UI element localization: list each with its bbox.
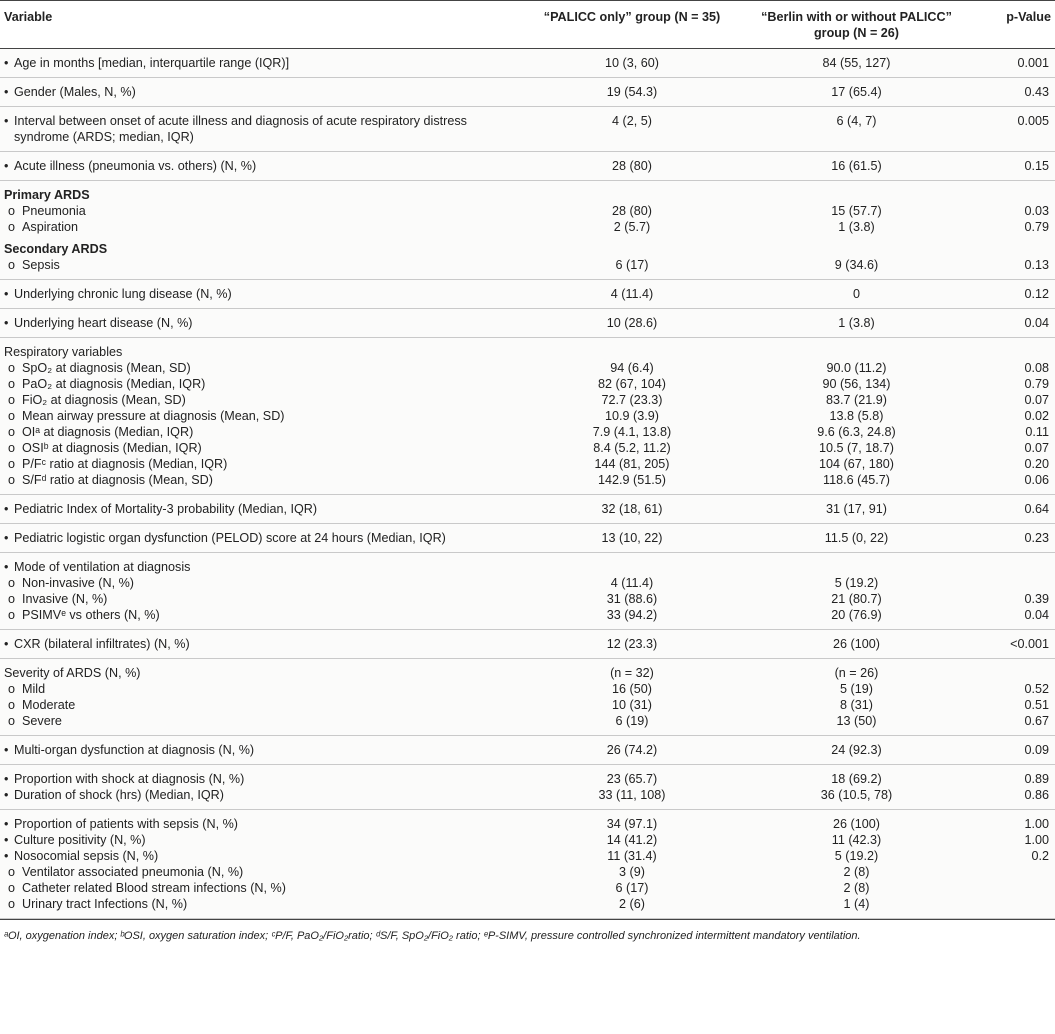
table-cell: 0.67 [1024, 714, 1049, 728]
table-cell: 82 (67, 104) [598, 377, 666, 391]
table-cell: o Mean airway pressure at diagnosis (Mean, SD) [8, 409, 285, 423]
table-row [0, 575, 1055, 591]
table-cell: • Interval between onset of acute illness and diagnosis of acute respiratory distress syndrome (ARDS; median, IQR) [4, 114, 467, 144]
table-cell: 8 (31) [840, 698, 873, 712]
table-cell: • Pediatric logistic organ dysfunction (PELOD) score at 24 hours (Median, IQR) [4, 531, 446, 545]
table-cell: 1 (3.8) [838, 220, 875, 234]
table-cell: o Severe [8, 714, 62, 728]
table-cell: 90.0 (11.2) [826, 361, 887, 375]
table-cell: 11 (42.3) [831, 833, 882, 847]
table-cell: (n = 32) [610, 666, 654, 680]
table-cell: 0.11 [1025, 425, 1049, 439]
table-cell: 6 (19) [615, 714, 649, 728]
table-row [0, 896, 1055, 919]
table-cell: • Nosocomial sepsis (N, %) [4, 849, 159, 863]
table-row [0, 765, 1055, 788]
table-cell: 34 (97.1) [606, 817, 658, 831]
table-cell: 90 (56, 134) [822, 377, 891, 391]
section-heading [0, 181, 1055, 204]
table-row [0, 408, 1055, 424]
table-row [0, 360, 1055, 376]
table-cell: 21 (80.7) [831, 592, 882, 606]
section-heading [0, 235, 1055, 257]
table-row [0, 736, 1055, 765]
table-footnote: ᵃOI, oxygenation index; ᵇOSI, oxygen saturation index; ᶜP/F, PaO₂/FiO₂ratio; ᵈS/F, SpO₂/FiO₂ ratio; ᵉP-SIMV, pressure controlled synchronized intermittent mandatory ventilation. [0, 919, 1055, 942]
table-row [0, 440, 1055, 456]
table-cell [979, 864, 1055, 880]
header-row [0, 1, 1055, 49]
table-cell: 0.51 [1024, 698, 1049, 712]
table-cell: o Aspiration [8, 220, 79, 234]
table-cell: o P/Fᶜ ratio at diagnosis (Median, IQR) [8, 457, 228, 471]
table-cell: 0.04 [1024, 316, 1049, 330]
table-cell: 28 (80) [612, 159, 652, 173]
section-heading [0, 338, 1055, 361]
table-row [0, 309, 1055, 338]
table-cell: 0.005 [1017, 114, 1049, 128]
table-cell: 16 (50) [612, 682, 652, 696]
table-cell: • Age in months [median, interquartile range (IQR)] [4, 56, 290, 70]
table-cell: 0.79 [1024, 377, 1049, 391]
table-cell: 0.52 [1024, 682, 1049, 696]
table-row [0, 630, 1055, 659]
table-cell: 7.9 (4.1, 13.8) [592, 425, 672, 439]
table-cell: 5 (19.2) [834, 849, 879, 863]
table-row [0, 880, 1055, 896]
table-cell: 1 (3.8) [838, 316, 875, 330]
table-cell: 12 (23.3) [606, 637, 658, 651]
table-cell: 18 (69.2) [831, 772, 882, 786]
table-cell: • Gender (Males, N, %) [4, 85, 136, 99]
table-cell: • Underlying heart disease (N, %) [4, 316, 193, 330]
header-variable: Variable [4, 10, 53, 24]
table-cell: 1 (4) [843, 897, 870, 911]
table-cell: 24 (92.3) [831, 743, 882, 757]
table-row [0, 524, 1055, 553]
table-row [0, 810, 1055, 833]
table-cell: 16 (61.5) [831, 159, 882, 173]
table-cell: 31 (17, 91) [826, 502, 887, 516]
table-row [0, 257, 1055, 280]
table-cell: 5 (19.2) [834, 576, 879, 590]
table-cell: o S/Fᵈ ratio at diagnosis (Mean, SD) [8, 473, 213, 487]
table-cell: 13 (50) [836, 714, 877, 728]
table-row [0, 424, 1055, 440]
table-cell: 84 (55, 127) [822, 56, 891, 70]
table-cell: 26 (74.2) [606, 743, 658, 757]
table-row [0, 392, 1055, 408]
table-row [0, 495, 1055, 524]
table-cell: 0.15 [1024, 159, 1049, 173]
header-berlin: “Berlin with or without PALICC” group (N = 26) [761, 10, 952, 40]
table-cell: 10.5 (7, 18.7) [819, 441, 894, 455]
table-cell: 6 (4, 7) [836, 114, 877, 128]
table-row [0, 697, 1055, 713]
table-cell [979, 659, 1055, 682]
table-cell [979, 575, 1055, 591]
table-cell: 6 (17) [615, 258, 649, 272]
table-cell [979, 896, 1055, 919]
table-row [0, 472, 1055, 495]
table-cell: 6 (17) [615, 881, 649, 895]
table-cell: 0.03 [1024, 204, 1049, 218]
table-cell: (n = 26) [834, 666, 879, 680]
table-cell: 5 (19) [840, 682, 873, 696]
table-cell: 10 (28.6) [606, 316, 658, 330]
table-cell: 0.09 [1024, 743, 1049, 757]
table-cell: o FiO₂ at diagnosis (Mean, SD) [8, 393, 186, 407]
table-row [0, 152, 1055, 181]
table-row [0, 456, 1055, 472]
table-cell: • Underlying chronic lung disease (N, %) [4, 287, 232, 301]
table-cell: 0.64 [1024, 502, 1049, 516]
table-cell: o Pneumonia [8, 204, 86, 218]
table-cell: o Urinary tract Infections (N, %) [8, 897, 188, 911]
table-cell: <0.001 [1010, 637, 1049, 651]
table-cell: 19 (54.3) [606, 85, 658, 99]
table-cell: 0.04 [1024, 608, 1049, 622]
table-cell: 10 (31) [612, 698, 652, 712]
table-row [0, 376, 1055, 392]
table-cell: 0.39 [1024, 592, 1049, 606]
table-cell: o Non-invasive (N, %) [8, 576, 134, 590]
table-cell: 15 (57.7) [831, 204, 882, 218]
table-cell: o PaO₂ at diagnosis (Median, IQR) [8, 377, 206, 391]
table-cell: 2 (6) [619, 897, 645, 911]
table-row [0, 280, 1055, 309]
section-heading [0, 553, 1055, 576]
table-cell: • Pediatric Index of Mortality-3 probability (Median, IQR) [4, 502, 318, 516]
table-cell: o OSIᵇ at diagnosis (Median, IQR) [8, 441, 202, 455]
table-cell: 0.001 [1017, 56, 1049, 70]
table-cell: Secondary ARDS [4, 242, 108, 256]
table-cell: 94 (6.4) [610, 361, 654, 375]
table-cell: 11 (31.4) [607, 849, 657, 863]
table-cell: 2 (8) [843, 865, 870, 879]
table-row [0, 78, 1055, 107]
table-cell: 10.9 (3.9) [605, 409, 659, 423]
table-cell: 83.7 (21.9) [826, 393, 887, 407]
table-cell: Respiratory variables [4, 345, 123, 359]
header-pvalue: p-Value [1006, 10, 1051, 24]
table-cell: 36 (10.5, 78) [820, 788, 893, 802]
header-palicc: “PALICC only” group (N = 35) [543, 10, 721, 24]
table-cell: 0.07 [1024, 441, 1049, 455]
table-cell: 31 (88.6) [606, 592, 658, 606]
table-cell: o Catheter related Blood stream infections (N, %) [8, 881, 286, 895]
table-cell: 14 (41.2) [606, 833, 658, 847]
table-row [0, 607, 1055, 630]
table-cell: o Mild [8, 682, 46, 696]
table-cell: 32 (18, 61) [601, 502, 663, 516]
table-cell: 118.6 (45.7) [823, 473, 890, 487]
table-cell: 33 (94.2) [606, 608, 658, 622]
table-cell [979, 880, 1055, 896]
table-row [0, 219, 1055, 235]
table-cell: 0.2 [1031, 849, 1049, 863]
table-cell: 10 (3, 60) [605, 56, 659, 70]
table-cell: o Ventilator associated pneumonia (N, %) [8, 865, 244, 879]
table-row [0, 832, 1055, 848]
table-cell: 11.5 (0, 22) [824, 531, 889, 545]
table-cell: • Duration of shock (hrs) (Median, IQR) [4, 788, 224, 802]
table-cell: 3 (9) [619, 865, 645, 879]
table-row [0, 864, 1055, 880]
table-cell: 26 (100) [833, 817, 880, 831]
table-cell: 2 (5.7) [613, 220, 651, 234]
table-cell: Primary ARDS [4, 188, 90, 202]
table-cell: 9.6 (6.3, 24.8) [817, 425, 896, 439]
table-cell: • Mode of ventilation at diagnosis [4, 560, 191, 574]
table-cell: 0 [852, 287, 860, 301]
table-cell: 0.23 [1024, 531, 1049, 545]
table-row [0, 107, 1055, 152]
table-cell: • Multi-organ dysfunction at diagnosis (N, %) [4, 743, 255, 757]
table-cell: o Invasive (N, %) [8, 592, 108, 606]
table-row [0, 787, 1055, 810]
table-cell: 9 (34.6) [834, 258, 879, 272]
table-cell: 17 (65.4) [831, 85, 882, 99]
table-cell: 1.00 [1024, 833, 1049, 847]
table-cell: 72.7 (23.3) [601, 393, 663, 407]
table-cell: o Moderate [8, 698, 76, 712]
table-cell: 2 (8) [843, 881, 870, 895]
table-row [0, 681, 1055, 697]
table-cell: 33 (11, 108) [598, 788, 666, 802]
table-cell: • Acute illness (pneumonia vs. others) (N, %) [4, 159, 257, 173]
table-cell: • Culture positivity (N, %) [4, 833, 146, 847]
table-cell: 0.89 [1024, 772, 1049, 786]
table-cell: o OIᵃ at diagnosis (Median, IQR) [8, 425, 194, 439]
table-cell: o SpO₂ at diagnosis (Mean, SD) [8, 361, 191, 375]
table-cell: • CXR (bilateral infiltrates) (N, %) [4, 637, 190, 651]
table-cell: o Sepsis [8, 258, 60, 272]
table-cell: 0.43 [1024, 85, 1049, 99]
table-cell: 0.79 [1024, 220, 1049, 234]
table-cell: 0.12 [1024, 287, 1049, 301]
table-row [0, 591, 1055, 607]
table-cell: 4 (11.4) [610, 576, 654, 590]
table-cell: 8.4 (5.2, 11.2) [593, 441, 671, 455]
table-cell: 1.00 [1024, 817, 1049, 831]
table-cell: o PSIMVᵉ vs others (N, %) [8, 608, 160, 622]
table-cell: 0.86 [1024, 788, 1049, 802]
table-cell: 0.06 [1024, 473, 1049, 487]
table-cell: 0.07 [1024, 393, 1049, 407]
table-cell: 142.9 (51.5) [598, 473, 666, 487]
table-cell: 28 (80) [612, 204, 652, 218]
section-heading [0, 659, 1055, 682]
table-cell: 4 (11.4) [610, 287, 654, 301]
table-row [0, 203, 1055, 219]
table-cell: • Proportion with shock at diagnosis (N, %) [4, 772, 245, 786]
table-cell: 0.20 [1024, 457, 1049, 471]
table-cell: 4 (2, 5) [612, 114, 652, 128]
table-row [0, 713, 1055, 736]
table-cell: 13 (10, 22) [601, 531, 663, 545]
table-cell: • Proportion of patients with sepsis (N, %) [4, 817, 238, 831]
table-cell: 0.13 [1024, 258, 1049, 272]
table-cell: 104 (67, 180) [819, 457, 894, 471]
table-row [0, 49, 1055, 78]
table-cell: Severity of ARDS (N, %) [4, 666, 141, 680]
table-row [0, 848, 1055, 864]
table-cell: 144 (81, 205) [594, 457, 670, 471]
table-cell: 0.02 [1024, 409, 1049, 423]
table-cell: 20 (76.9) [831, 608, 882, 622]
table-cell: 0.08 [1024, 361, 1049, 375]
table-cell: 23 (65.7) [606, 772, 658, 786]
table-cell: 13.8 (5.8) [829, 409, 884, 423]
table-cell: 26 (100) [833, 637, 880, 651]
